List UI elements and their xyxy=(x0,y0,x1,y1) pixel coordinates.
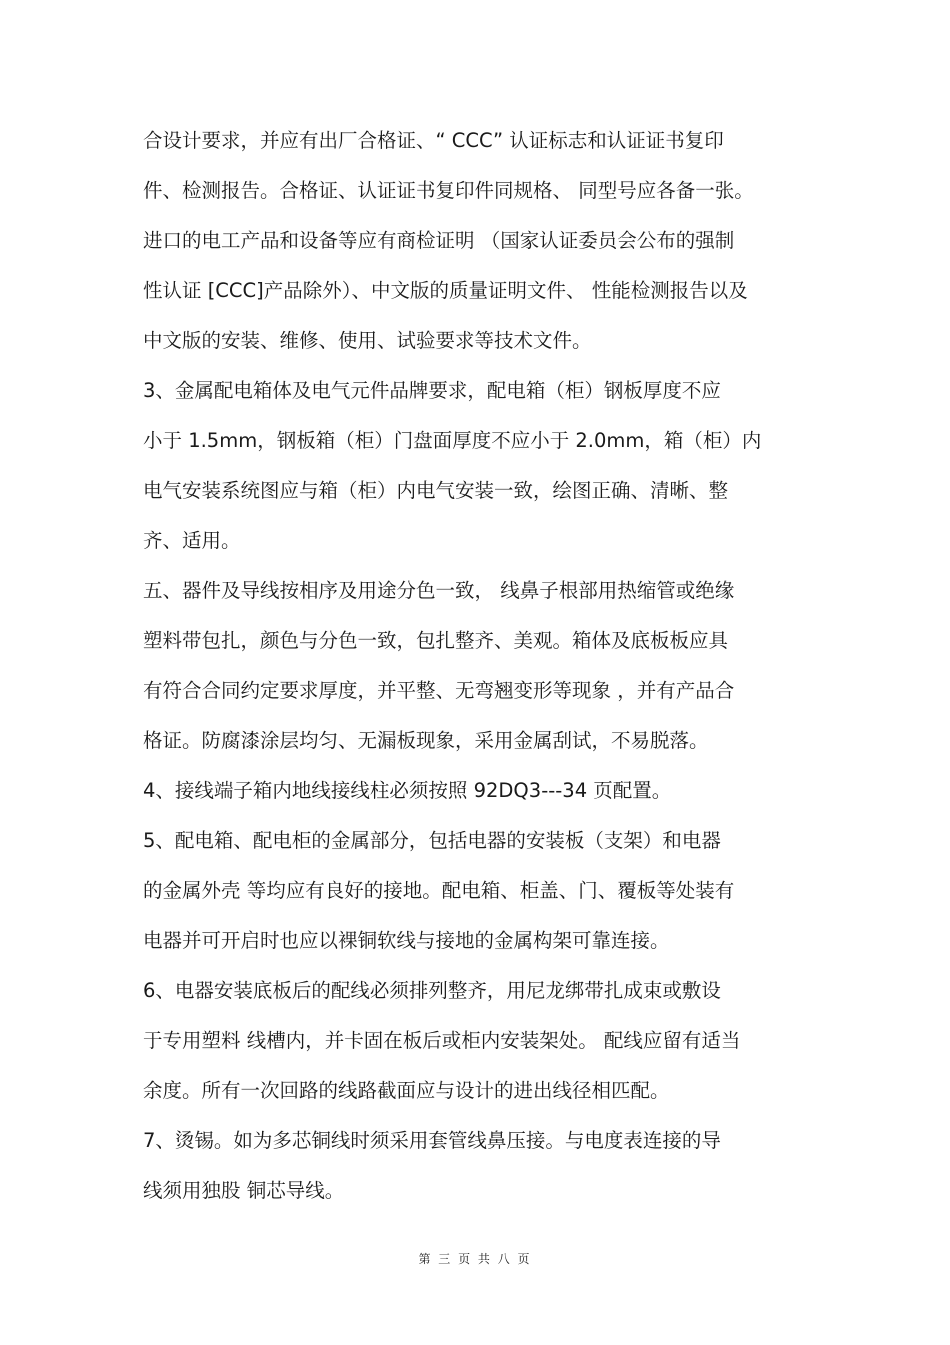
text-line: 于专用塑料 线槽内，并卡固在板后或柜内安装架处。 配线应留有适当 xyxy=(143,1029,741,1052)
text-line: 6、电器安装底板后的配线必须排列整齐，用尼龙绑带扎成束或敷设 xyxy=(143,979,721,1002)
text-line: 7、烫锡。如为多芯铜线时须采用套管线鼻压接。与电度表连接的导 xyxy=(143,1129,721,1152)
text-line: 3、金属配电箱体及电气元件品牌要求，配电箱（柜）钢板厚度不应 xyxy=(143,379,721,402)
page-footer: 第 三 页 共 八 页 xyxy=(418,1252,532,1266)
text-line: 5、配电箱、配电柜的金属部分，包括电器的安装板（支架）和电器 xyxy=(143,829,721,852)
text-line: 余度。所有一次回路的线路截面应与设计的进出线径相匹配。 xyxy=(143,1079,670,1102)
text-line: 件、检测报告。合格证、认证证书复印件同规格、 同型号应各备一张。 xyxy=(143,179,754,202)
text-line: 的金属外壳 等均应有良好的接地。配电箱、柜盖、门、覆板等处装有 xyxy=(143,879,735,902)
text-line: 线须用独股 铜芯导线。 xyxy=(143,1179,345,1202)
text-line: 进口的电工产品和设备等应有商检证明 （国家认证委员会公布的强制 xyxy=(143,229,735,252)
text-line: 塑料带包扎，颜色与分色一致，包扎整齐、美观。箱体及底板板应具 xyxy=(143,629,729,652)
text-line: 4、接线端子箱内地线接线柱必须按照 92DQ3---34 页配置。 xyxy=(143,779,672,802)
text-line: 小于 1.5mm，钢板箱（柜）门盘面厚度不应小于 2.0mm，箱（柜）内 xyxy=(143,429,762,452)
text-line: 电气安装系统图应与箱（柜）内电气安装一致，绘图正确、清晰、整 xyxy=(143,479,729,502)
text-line: 电器并可开启时也应以裸铜软线与接地的金属构架可靠连接。 xyxy=(143,929,670,952)
text-line: 五、器件及导线按相序及用途分色一致， 线鼻子根部用热缩管或绝缘 xyxy=(143,579,735,602)
text-line: 格证。防腐漆涂层均匀、无漏板现象，采用金属刮试，不易脱落。 xyxy=(143,729,709,752)
text-line: 有符合合同约定要求厚度，并平整、无弯翘变形等现象 ，并有产品合 xyxy=(143,679,735,702)
text-line: 齐、适用。 xyxy=(143,529,241,552)
text-line: 合设计要求，并应有出厂合格证、“ CCC” 认证标志和认证证书复印 xyxy=(143,129,724,152)
text-line: 中文版的安装、维修、使用、试验要求等技术文件。 xyxy=(143,329,592,352)
text-line: 性认证 [CCC]产品除外）、中文版的质量证明文件、 性能检测报告以及 xyxy=(143,279,748,302)
